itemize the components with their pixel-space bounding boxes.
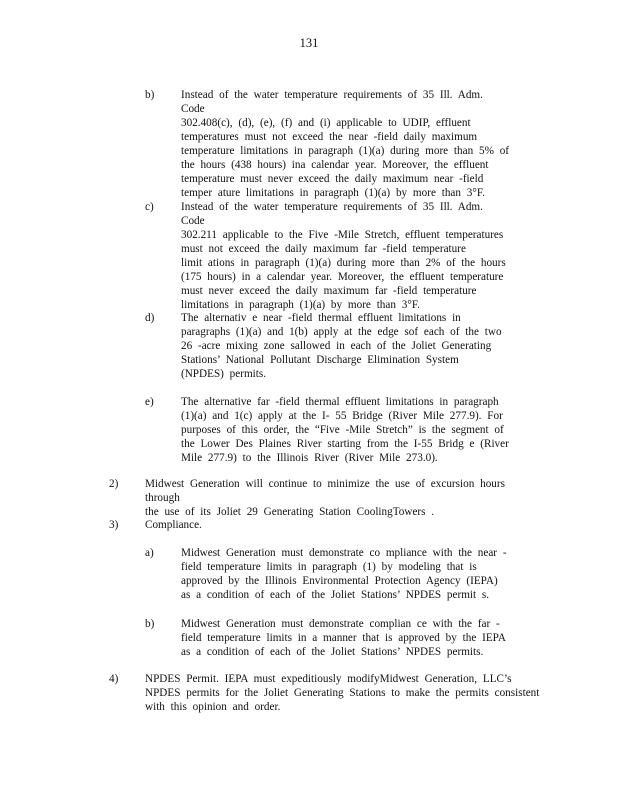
text-line: Instead of the water temperature requirements of 35 Ill. Adm. Code xyxy=(181,201,483,227)
text-line: 302.408(c), (d), (e), (f) and (i) applicable to UDIP, effluent xyxy=(181,117,471,129)
item-label: 2) xyxy=(109,478,119,490)
text-line: as a condition of each of the Joliet Stations’ NPDES permit s. xyxy=(181,589,490,601)
item-text-e xyxy=(181,395,521,465)
text-line: Midwest Generation will continue to minimize the use of excursion hours through xyxy=(145,478,505,504)
text-line: must not exceed the daily maximum far -field temperature xyxy=(181,243,466,255)
text-line: Midwest Generation must demonstrate complian ce with the far - xyxy=(181,618,500,630)
text-line: Midwest Generation must demonstrate co mpliance with the near - xyxy=(181,547,507,559)
item-label: b) xyxy=(145,618,155,630)
text-line: 302.211 applicable to the Five -Mile Stretch, effluent temperatures xyxy=(181,229,504,241)
text-line: temperature limitations in paragraph (1)(a) during more than 5% of xyxy=(181,145,510,157)
item-text-4 xyxy=(145,672,545,714)
item-text-3 xyxy=(145,518,345,532)
text-line: Compliance. xyxy=(145,519,202,531)
text-line: the hours (438 hours) ina calendar year. Moreover, the effluent xyxy=(181,159,489,171)
text-line: The alternative far -field thermal effluent limitations in paragraph xyxy=(181,396,499,408)
text-line: purposes of this order, the “Five -Mile Stretch” is the segment of xyxy=(181,424,504,436)
text-line: 26 -acre mixing zone sallowed in each of the Joliet Generating xyxy=(181,340,492,352)
item-text-3a xyxy=(181,546,511,602)
text-line: Stations’ National Pollutant Discharge Elimination System xyxy=(181,354,459,366)
item-label: b) xyxy=(145,89,155,101)
text-line: temperatures must not exceed the near -field daily maximum xyxy=(181,131,478,143)
text-line: with this opinion and order. xyxy=(145,701,281,713)
text-line: (1)(a) and 1(c) apply at the I- 55 Bridge (River Mile 277.9). For xyxy=(181,410,503,422)
text-line: limit ations in paragraph (1)(a) during more than 2% of the hours xyxy=(181,257,506,269)
text-line: field temperature limits in a manner that is approved by the IEPA xyxy=(181,632,506,644)
text-line: temperature must never exceed the daily maximum near -field xyxy=(181,173,484,185)
text-line: (175 hours) in a calendar year. Moreover, the effluent temperature xyxy=(181,271,504,283)
text-line: NPDES Permit. IEPA must expeditiously modifyMidwest Generation, LLC’s xyxy=(145,673,512,685)
text-line: Mile 277.9) to the Illinois River (River Mile 273.0). xyxy=(181,452,438,464)
text-line: paragraphs (1)(a) and 1(b) apply at the edge sof each of the two xyxy=(181,326,502,338)
text-line: Instead of the water temperature requirements of 35 Ill. Adm. Code xyxy=(181,89,483,115)
item-text-c xyxy=(181,200,511,312)
text-line: The alternativ e near -field thermal effluent limitations in xyxy=(181,312,461,324)
item-label: 3) xyxy=(109,519,119,531)
text-line: (NPDES) permits. xyxy=(181,368,267,380)
text-line: must never exceed the daily maximum far -field temperature xyxy=(181,285,477,297)
page-number: 131 xyxy=(299,36,319,50)
item-text-d xyxy=(181,311,511,381)
text-line: field temperature limits in paragraph (1) by modeling that is xyxy=(181,561,477,573)
item-text-3b xyxy=(181,617,511,659)
item-label: d) xyxy=(145,312,155,324)
item-label: 4) xyxy=(109,673,119,685)
text-line: as a condition of each of the Joliet Stations’ NPDES permits. xyxy=(181,646,484,658)
text-line: approved by the Illinois Environmental Protection Agency (IEPA) xyxy=(181,575,498,587)
item-text-2 xyxy=(145,477,545,519)
item-label: e) xyxy=(145,396,154,408)
item-label: a) xyxy=(145,547,154,559)
text-line: NPDES permits for the Joliet Generating Stations to make the permits consistent xyxy=(145,687,540,699)
text-line: the Lower Des Plaines River starting from the I-55 Bridg e (River xyxy=(181,438,509,450)
text-line: temper ature limitations in paragraph (1)(a) by more than 3°F. xyxy=(181,187,485,199)
text-line: the use of its Joliet 29 Generating Station CoolingTowers . xyxy=(145,506,435,518)
item-text-b xyxy=(181,88,511,200)
text-line: limitations in paragraph (1)(a) by more than 3°F. xyxy=(181,299,420,311)
item-label: c) xyxy=(145,201,154,213)
